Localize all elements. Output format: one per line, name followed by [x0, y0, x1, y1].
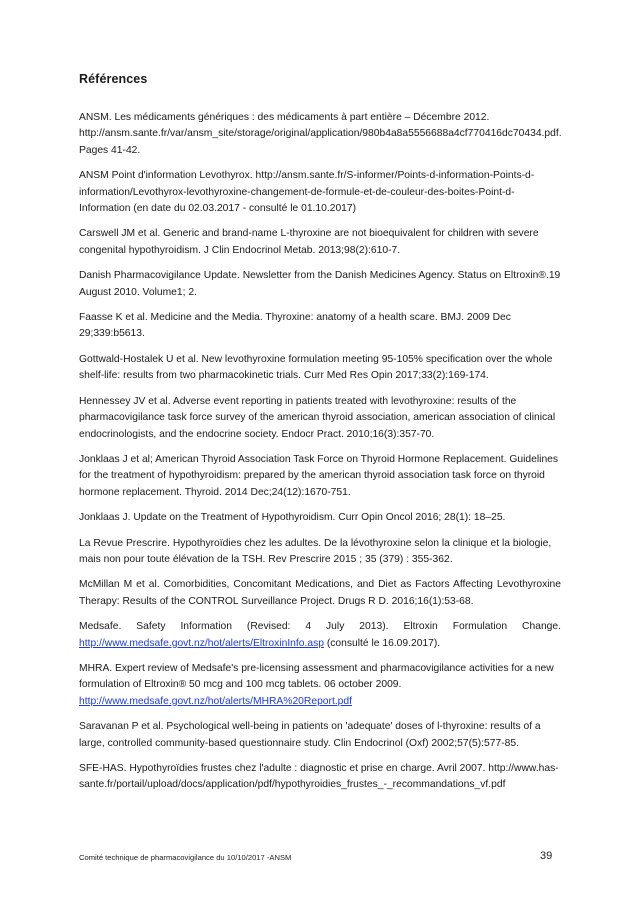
reference-ansm-generiques	[79, 110, 561, 159]
reference-text: McMillan M et al. Comorbidities, Concomitant Medications, and Diet as Factors Affecting Levothyroxine Therapy: Results of the CONTROL Surveillance Project. Drugs R D. 2016;16(1):53-68.	[79, 579, 561, 607]
reference-carswell	[79, 226, 561, 259]
reference-jonklaas-guidelines	[79, 452, 561, 501]
reference-text: MHRA. Expert review of Medsafe's pre-licensing assessment and pharmacovigilance activities for a new formulation of Eltroxin® 50 mcg and 100 mcg tablets. 06 october 2009.	[79, 662, 554, 691]
reference-text: ANSM. Les médicaments génériques : des médicaments à part entière – Décembre 2012. http://ansm.sante.fr/var/ansm_site/storage/original/application/980b4a8a5556688a4cf770416dc70434.pdf. Pages 41-42.	[79, 112, 562, 156]
page-number: 39	[540, 850, 553, 862]
reference-medsafe	[79, 619, 561, 652]
reference-text: Faasse K et al. Medicine and the Media. Thyroxine: anatomy of a health scare. BMJ. 2009 Dec 29;339:b5613.	[79, 312, 511, 340]
reference-text: Jonklaas J et al; American Thyroid Association Task Force on Thyroid Hormone Replacement. Guidelines for the treatment of hypothyroidism: prepared by the american thyroid association task force on thyroid hormone replacement. Thyroid. 2014 Dec;24(12):1670-751.	[79, 453, 559, 498]
reference-jonklaas-update	[79, 510, 561, 526]
section-heading: Références	[79, 72, 148, 86]
reference-text: Carswell JM et al. Generic and brand-name L-thyroxine are not bioequivalent for children with severe congenital hypothyroidism. J Clin Endocrinol Metab. 2013;98(2):610-7.	[79, 228, 539, 256]
reference-mhra	[79, 661, 561, 710]
reference-ansm-levothyrox	[79, 168, 561, 217]
reference-text: Hennessey JV et al. Adverse event reporting in patients treated with levothyroxine: results of the pharmacovigilance task force survey of the american thyroid association, american association of clinical endocrinologists, and the endocrine society. Endocr Pract. 2010;16(3):357-70.	[79, 395, 556, 440]
reference-hennessey	[79, 394, 561, 443]
reference-danish-pharmacovigilance	[79, 268, 561, 301]
reference-text: Danish Pharmacovigilance Update. Newsletter from the Danish Medicines Agency. Status on Eltroxin®.19 August 2010. Volume1; 2.	[79, 270, 561, 298]
medsafe-eltroxin-link[interactable]: http://www.medsafe.govt.nz/hot/alerts/EltroxinInfo.asp	[79, 637, 324, 649]
reference-gottwald-hostalek	[79, 352, 561, 385]
mhra-report-link[interactable]: http://www.medsafe.govt.nz/hot/alerts/MHRA%20Report.pdf	[79, 695, 352, 707]
reference-faasse	[79, 310, 561, 343]
reference-revue-prescrire	[79, 536, 561, 569]
reference-sfe-has	[79, 761, 561, 794]
reference-consulted-date: (consulté le 16.09.2017).	[323, 637, 441, 649]
reference-list	[79, 110, 561, 803]
footer-text: Comité technique de pharmacovigilance du 10/10/2017 -ANSM	[79, 853, 292, 862]
reference-text: SFE-HAS. Hypothyroïdies frustes chez l'adulte : diagnostic et prise en charge. Avril 2007. http://www.has-sante.fr/portail/upload/docs/application/pdf/hypothyroidies_frustes_-_recommandations_vf.pdf	[79, 763, 559, 791]
reference-text: Jonklaas J. Update on the Treatment of Hypothyroidism. Curr Opin Oncol 2016; 28(1): 18–25.	[79, 512, 506, 524]
reference-mcmillan	[79, 577, 561, 610]
reference-text: Gottwald-Hostalek U et al. New levothyroxine formulation meeting 95-105% specification over the whole shelf-life: results from two pharmacokinetic trials. Curr Med Res Opin 2017;33(2):169-174.	[79, 353, 553, 382]
reference-text: Saravanan P et al. Psychological well-being in patients on 'adequate' doses of l-thyroxine: results of a large, controlled community-based questionnaire study. Clin Endocrinol (Oxf) 2002;57(5):577-85.	[79, 721, 541, 749]
reference-text: ANSM Point d'information Levothyrox. http://ansm.sante.fr/S-informer/Points-d-information-Points-d-information/Levothyrox-levothyroxine-changement-de-formule-et-de-couleur-des-boites-Point-d-Information (en date du 02.03.2017 - consulté le 01.10.2017)	[79, 170, 535, 215]
reference-text: La Revue Prescrire. Hypothyroïdies chez les adultes. De la lévothyroxine selon la clinique et la biologie, mais non pour toute élévation de la TSH. Rev Prescrire 2015 ; 35 (379) : 355-362.	[79, 537, 552, 565]
reference-text: Medsafe. Safety Information (Revised: 4 July 2013). Eltroxin Formulation Change.	[79, 621, 561, 633]
reference-saravanan	[79, 719, 561, 752]
